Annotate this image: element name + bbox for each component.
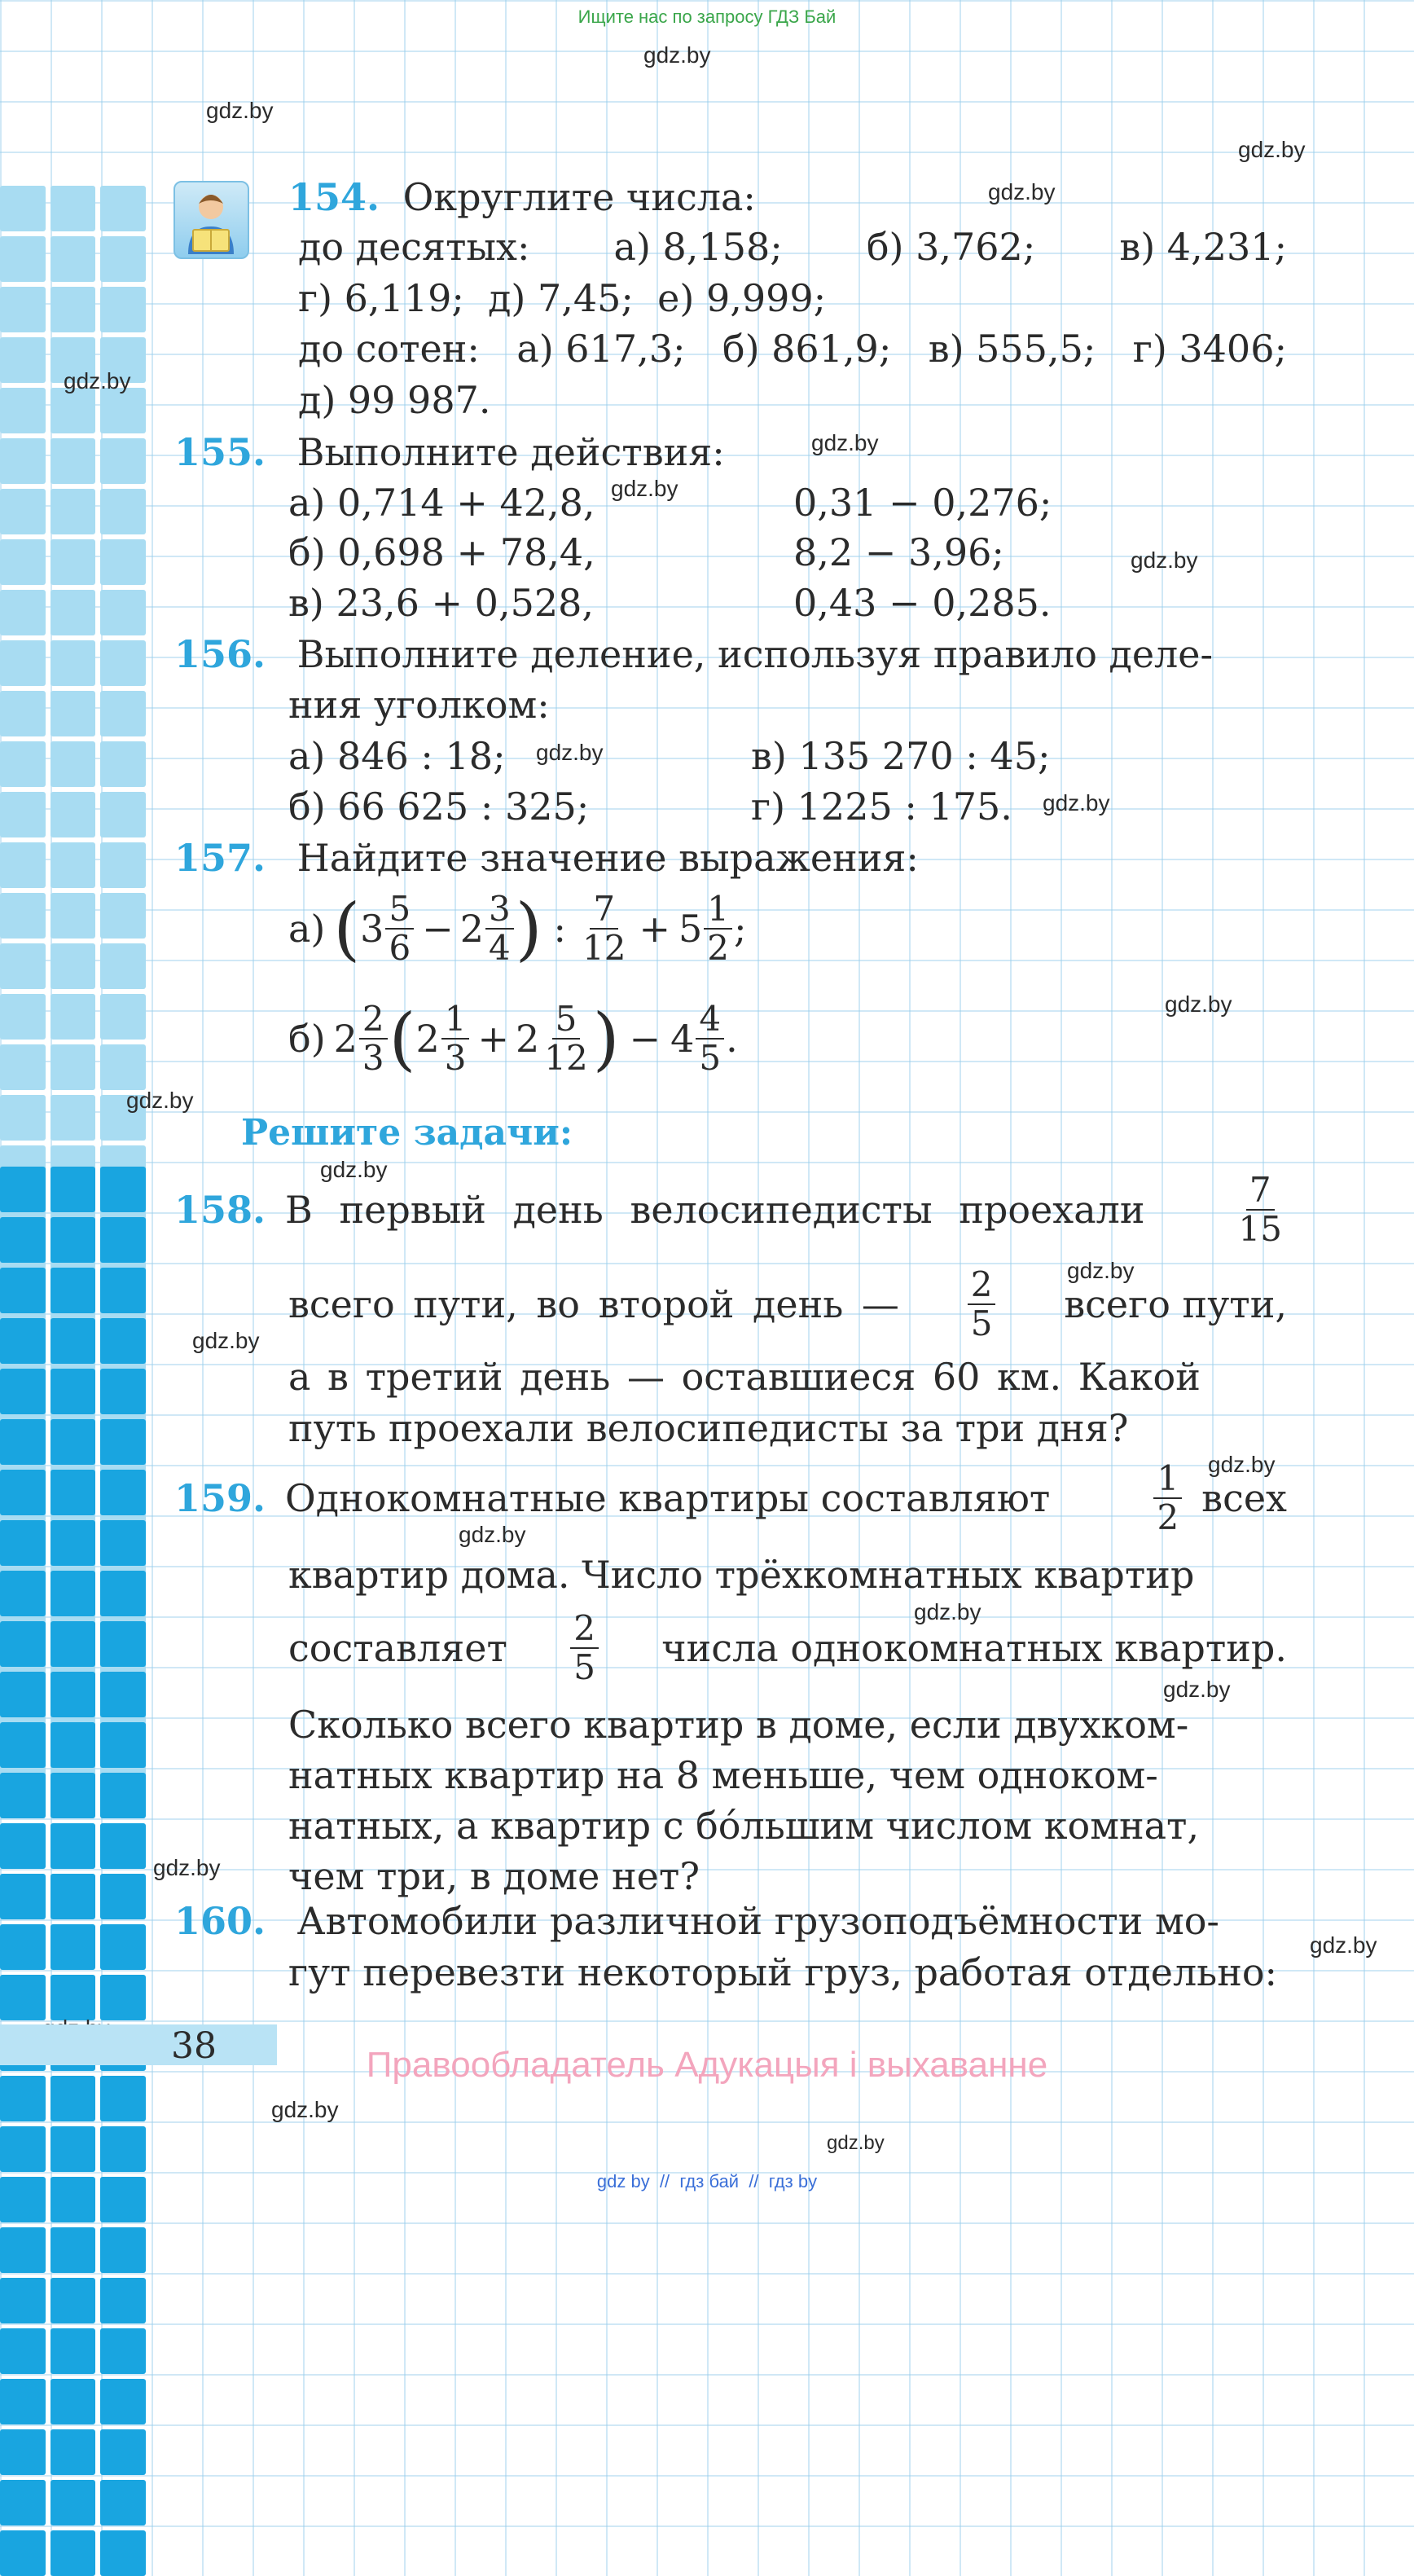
operator: + [639, 907, 671, 951]
watermark: gdz.by [64, 368, 131, 393]
exercise-156-number: 156. [174, 632, 266, 676]
whole: 4 [670, 1017, 695, 1061]
text: числа однокомнатных квартир. [661, 1626, 1287, 1670]
exercise-155-row [288, 581, 594, 625]
watermark: gdz.by [1067, 1258, 1135, 1283]
watermark: gdz.by [827, 2132, 885, 2154]
whole: 2 [333, 1017, 358, 1061]
watermark: gdz.by [988, 179, 1056, 204]
exercise-156-row: г) 1225 : 175. [751, 785, 1012, 829]
exercise-159-line-6: натных, а квартир с бóльшим числом комнат, [288, 1804, 1200, 1848]
watermark: gdz.by [611, 476, 678, 501]
decorative-blocks-bottom [0, 1167, 151, 2576]
exercise-154-line-3 [298, 327, 1287, 371]
exercise-160-line-2: гут перевезти некоторый груз, работая отдельно: [288, 1950, 1278, 1994]
exercise-160-number: 160. [174, 1899, 266, 1943]
exercise-155-row [793, 530, 1004, 574]
fraction: $\frac{1}{2}$ [1153, 1462, 1182, 1535]
fraction: $\frac{2}{3}$ [359, 1002, 388, 1075]
fraction: $\frac{4}{5}$ [696, 1002, 724, 1075]
whole: 2 [415, 1017, 440, 1061]
whole: 3 [360, 907, 384, 951]
exercise-158-line-1 [174, 1170, 1287, 1249]
text: в) 555,5; [928, 327, 1096, 371]
exercise-159-number: 159. [174, 1476, 266, 1520]
reader-icon [173, 181, 249, 259]
watermark: gdz.by [1208, 1452, 1276, 1477]
watermark: gdz.by [126, 1088, 194, 1113]
exercise-154-line-1 [298, 225, 1287, 269]
whole: 2 [459, 907, 484, 951]
paren: ) [592, 999, 620, 1079]
whole: 5 [678, 907, 703, 951]
text: Автомобили различной грузоподъёмности мо- [296, 1899, 1219, 1943]
exercise-158-line-3: а в третий день — оставшиеся 60 км. Какой [288, 1355, 1201, 1399]
text: а) 8,158; [613, 225, 783, 269]
exercise-154-text: Округлите числа: [402, 175, 756, 219]
exercise-154-title [288, 175, 756, 219]
watermark: gdz.by [1163, 1677, 1231, 1702]
exercise-158-line-4: путь проехали велосипедисты за три дня? [288, 1406, 1129, 1450]
watermark: gdz.by [1310, 1932, 1377, 1958]
page-number: 38 [171, 2025, 217, 2067]
fraction: $\frac{1}{3}$ [441, 1002, 470, 1075]
paren: ( [333, 889, 361, 969]
watermark: gdz.by [1165, 991, 1232, 1017]
exercise-159-line-7: чем три, в доме нет? [288, 1854, 700, 1898]
fraction: $\frac{5}{6}$ [385, 892, 414, 965]
fraction: $\frac{7}{15}$ [1238, 1170, 1282, 1249]
exercise-155-number: 155. [174, 430, 266, 474]
text: 0,43 − 0,285. [793, 581, 1052, 625]
watermark: gdz.by [914, 1599, 981, 1624]
exercise-159-line-5: натных квартир на 8 меньше, чем одноком- [288, 1753, 1158, 1797]
exercise-160-line-1 [174, 1899, 1219, 1943]
exercise-156-title [174, 632, 1214, 676]
exercise-156-row: б) 66 625 : 325; [288, 785, 590, 829]
exercise-159-line-3 [288, 1608, 1287, 1687]
watermark: gdz.by [643, 42, 711, 68]
whole: 2 [516, 1017, 540, 1061]
watermark: gdz.by [320, 1157, 388, 1182]
exercise-154-number: 154. [288, 175, 380, 219]
text: всего пути, во второй день — [288, 1282, 899, 1326]
text: 8,2 − 3,96; [793, 530, 1004, 574]
exercise-159-line-2: квартир дома. Число трёхкомнатных квартир [288, 1553, 1195, 1597]
fraction: $\frac{3}{4}$ [485, 892, 514, 965]
fraction: $\frac{1}{2}$ [704, 892, 732, 965]
text: всего пути, [1064, 1282, 1287, 1326]
watermark: gdz.by [1043, 790, 1110, 815]
section-heading: Решите задачи: [241, 1112, 573, 1154]
paren: ) [515, 889, 542, 969]
operator: − [629, 1017, 661, 1061]
exercise-157-text: Найдите значение выражения: [296, 836, 919, 880]
watermark: gdz.by [1131, 547, 1198, 573]
watermark: gdz.by [811, 430, 879, 455]
top-banner[interactable]: Ищите нас по запросу ГДЗ Бай [577, 7, 837, 27]
operator: − [422, 907, 454, 951]
exercise-155-row [793, 581, 1052, 625]
watermark: gdz.by [459, 1522, 526, 1547]
text: б) 0,698 + 78,4, [288, 530, 595, 574]
punct: . [726, 1017, 738, 1061]
text: до десятых: [298, 225, 530, 269]
exercise-154-line-4: д) 99 987. [298, 378, 491, 422]
text: г) 3406; [1132, 327, 1287, 371]
exercise-157-a [288, 889, 747, 969]
fraction: $\frac{7}{12}$ [582, 889, 626, 968]
exercise-159-line-1 [174, 1458, 1287, 1537]
text: б) 861,9; [722, 327, 892, 371]
watermark: gdz.by [153, 1855, 221, 1880]
operator: : [553, 907, 567, 951]
exercise-154-line-2: г) 6,119; д) 7,45; е) 9,999; [298, 276, 827, 320]
fraction: $\frac{2}{5}$ [570, 1611, 599, 1685]
text: в) 23,6 + 0,528, [288, 581, 594, 625]
watermark: gdz.by [192, 1328, 260, 1353]
watermark: gdz.by [1238, 137, 1306, 162]
watermark: gdz.by [536, 740, 604, 765]
watermark: gdz.by [271, 2097, 339, 2122]
text: до сотен: [298, 327, 480, 371]
exercise-155-row [793, 481, 1052, 525]
copyright-notice: Правообладатель Адукацыя і выхаванне [366, 2045, 1048, 2085]
operator: + [477, 1017, 509, 1061]
text: в) 4,231; [1119, 225, 1287, 269]
fraction: $\frac{2}{5}$ [968, 1268, 996, 1341]
label: б) [288, 1017, 326, 1061]
exercise-158-number: 158. [174, 1188, 266, 1232]
text: б) 3,762; [866, 225, 1036, 269]
text: составляет [288, 1626, 507, 1670]
text: а) 0,714 + 42,8, [288, 481, 595, 525]
exercise-155-row [288, 530, 595, 574]
exercise-158-line-2 [288, 1264, 1287, 1343]
exercise-155-text: Выполните действия: [296, 430, 725, 474]
text: а) 617,3; [516, 327, 686, 371]
watermark: gdz.by [206, 98, 274, 123]
exercise-159-line-4: Сколько всего квартир в доме, если двухком- [288, 1703, 1189, 1747]
exercise-157-title [174, 836, 919, 880]
exercise-157-b [288, 999, 738, 1079]
exercise-157-number: 157. [174, 836, 266, 880]
label: а) [288, 907, 326, 951]
exercise-156-text: Выполните деление, используя правило деле- [296, 632, 1214, 676]
exercise-156-text-2: ния уголком: [288, 683, 550, 727]
exercise-155-row [288, 481, 595, 525]
fraction: $\frac{5}{12}$ [544, 999, 588, 1078]
text: В первый день велосипедисты проехали [285, 1188, 1145, 1232]
text: всех [1201, 1476, 1287, 1520]
paren: ( [389, 999, 416, 1079]
bottom-links[interactable]: gdz by // гдз бай // гдз by [596, 2171, 818, 2191]
exercise-155-title [174, 430, 725, 474]
exercise-156-row: в) 135 270 : 45; [751, 734, 1051, 778]
punct: ; [734, 907, 747, 951]
text: 0,31 − 0,276; [793, 481, 1052, 525]
text: Однокомнатные квартиры составляют [285, 1476, 1051, 1520]
exercise-156-row: а) 846 : 18; [288, 734, 506, 778]
